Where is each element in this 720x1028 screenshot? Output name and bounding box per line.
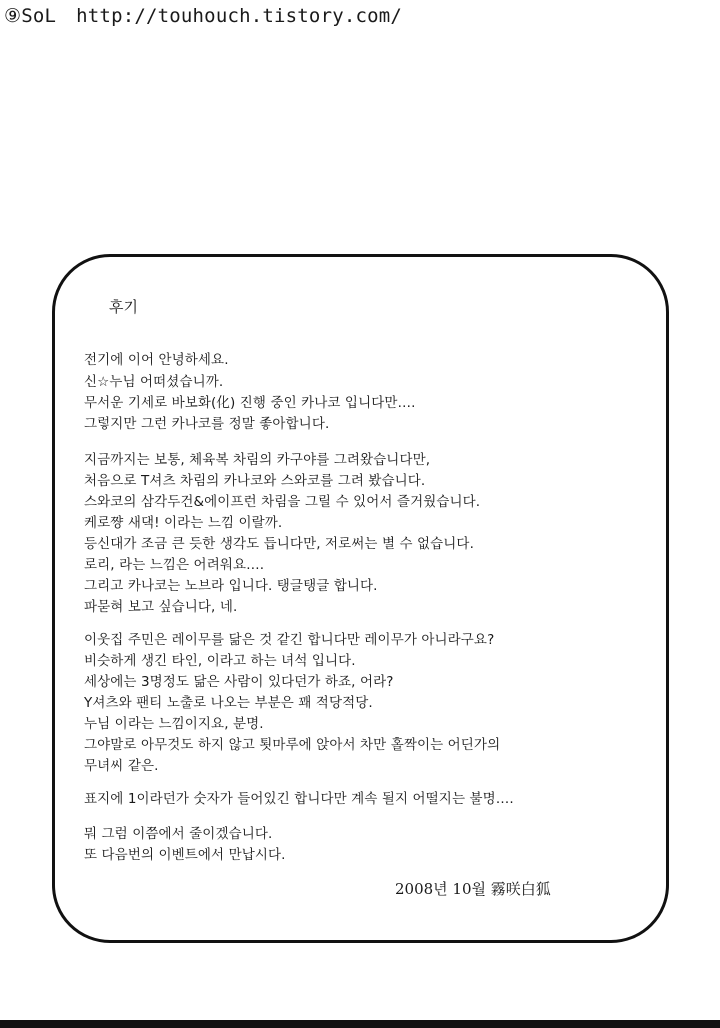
text-line: 케로쨩 새댁! 이라는 느낌 이랄까. — [84, 515, 283, 531]
text-line: 이웃집 주민은 레이무를 닮은 것 같긴 합니다만 레이무가 아니라구요? — [84, 632, 495, 648]
page-header — [4, 3, 402, 29]
text-line: 무녀씨 같은. — [84, 758, 159, 774]
bottom-edge-bar — [0, 1020, 720, 1028]
text-line: 전기에 이어 안녕하세요. — [84, 352, 229, 368]
text-line: 뭐 그럼 이쯤에서 줄이겠습니다. — [84, 826, 273, 842]
text-line: 로리, 라는 느낌은 어려워요…. — [84, 557, 265, 573]
text-line: 처음으로 T셔츠 차림의 카나코와 스와코를 그려 봤습니다. — [84, 473, 426, 489]
text-line: 누님 이라는 느낌이지요, 분명. — [84, 716, 264, 732]
afterword-heading: 후기 — [109, 298, 138, 316]
text-line: 스와코의 삼각두건&에이프런 차림을 그릴 수 있어서 즐거웠습니다. — [84, 494, 481, 510]
text-line: 그리고 카나코는 노브라 입니다. 탱글탱글 합니다. — [84, 578, 378, 594]
text-line: Y셔츠와 팬티 노출로 나오는 부분은 꽤 적당적당. — [84, 695, 373, 711]
text-line: 신☆누님 어떠셨습니까. — [84, 374, 224, 390]
source-url-link[interactable]: http://touhouch.tistory.com/ — [76, 5, 403, 27]
text-line: 또 다음번의 이벤트에서 만납시다. — [84, 847, 286, 863]
text-line: 세상에는 3명정도 닮은 사람이 있다던가 하죠, 어라? — [84, 674, 394, 690]
text-line: 파묻혀 보고 싶습니다, 네. — [84, 599, 238, 615]
text-line: 무서운 기세로 바보화(化) 진행 중인 카나코 입니다만…. — [84, 395, 416, 411]
scanlator-credit: ⑨SoL — [4, 5, 57, 27]
text-line: 지금까지는 보통, 체육복 차림의 카구야를 그려왔습니다만, — [84, 452, 431, 468]
text-line: 등신대가 조금 큰 듯한 생각도 듭니다만, 저로써는 별 수 없습니다. — [84, 536, 474, 552]
signature-date: 2008년 10월 霧咲白狐 — [395, 880, 551, 898]
text-line: 그렇지만 그런 카나코를 정말 좋아합니다. — [84, 416, 330, 432]
text-line: 표지에 1이라던가 숫자가 들어있긴 합니다만 계속 될지 어떨지는 불명…. — [84, 791, 514, 807]
text-line: 그야말로 아무것도 하지 않고 툇마루에 앉아서 차만 홀짝이는 어딘가의 — [84, 737, 501, 753]
text-line: 비슷하게 생긴 타인, 이라고 하는 녀석 입니다. — [84, 653, 356, 669]
